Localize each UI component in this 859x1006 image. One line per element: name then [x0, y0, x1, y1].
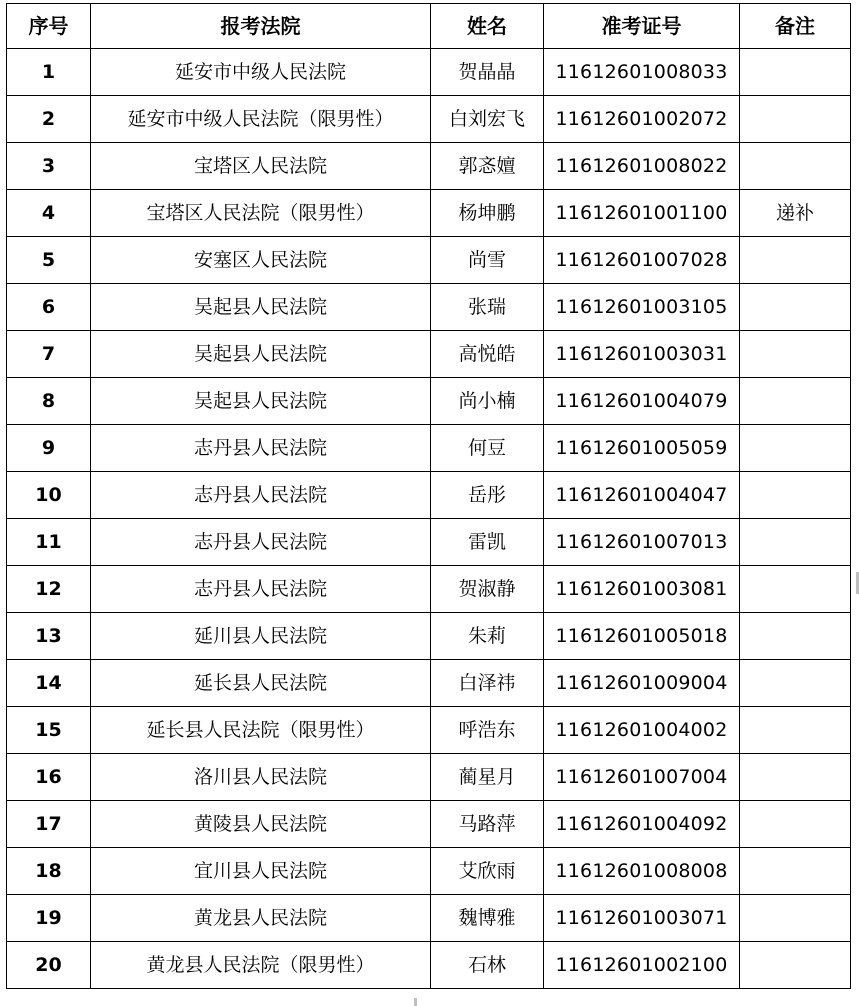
- cell-note: 递补: [740, 190, 851, 237]
- cell-index: 14: [7, 660, 91, 707]
- cell-admission: 11612601003105: [544, 284, 740, 331]
- cell-note: [740, 801, 851, 848]
- cell-name: 尚雪: [431, 237, 544, 284]
- column-header-admission: 准考证号: [544, 4, 740, 49]
- cell-admission: 11612601007004: [544, 754, 740, 801]
- cell-court: 延川县人民法院: [91, 613, 431, 660]
- cell-name: 朱莉: [431, 613, 544, 660]
- table-header: [7, 4, 851, 49]
- cell-index: 8: [7, 378, 91, 425]
- cell-index: 13: [7, 613, 91, 660]
- table-row: [7, 378, 851, 425]
- cell-court: 延安市中级人民法院（限男性）: [91, 96, 431, 143]
- cell-court: 吴起县人民法院: [91, 331, 431, 378]
- cell-name: 艾欣雨: [431, 848, 544, 895]
- table-row: [7, 613, 851, 660]
- column-header-name: 姓名: [431, 4, 544, 49]
- cell-admission: 11612601005018: [544, 613, 740, 660]
- cell-index: 2: [7, 96, 91, 143]
- cell-court: 吴起县人民法院: [91, 284, 431, 331]
- cell-name: 魏博雅: [431, 895, 544, 942]
- cell-name: 石林: [431, 942, 544, 989]
- cell-note: [740, 237, 851, 284]
- table-row: [7, 96, 851, 143]
- cell-name: 岳彤: [431, 472, 544, 519]
- table-row: [7, 143, 851, 190]
- table-row: [7, 49, 851, 96]
- cell-name: 郭忞嬗: [431, 143, 544, 190]
- candidate-roster-table: [6, 3, 851, 989]
- table-header-row: [7, 4, 851, 49]
- table-row: [7, 237, 851, 284]
- cell-index: 3: [7, 143, 91, 190]
- cell-name: 马路萍: [431, 801, 544, 848]
- cell-note: [740, 284, 851, 331]
- cell-admission: 11612601004047: [544, 472, 740, 519]
- cell-name: 蔺星月: [431, 754, 544, 801]
- cell-index: 6: [7, 284, 91, 331]
- cell-name: 雷凯: [431, 519, 544, 566]
- cell-court: 安塞区人民法院: [91, 237, 431, 284]
- cell-note: [740, 49, 851, 96]
- cell-court: 黄龙县人民法院（限男性）: [91, 942, 431, 989]
- cell-index: 4: [7, 190, 91, 237]
- cell-admission: 11612601003081: [544, 566, 740, 613]
- table-row: [7, 284, 851, 331]
- cell-note: [740, 942, 851, 989]
- column-header-note: 备注: [740, 4, 851, 49]
- cell-name: 贺淑静: [431, 566, 544, 613]
- cell-admission: 11612601004079: [544, 378, 740, 425]
- table-row: [7, 848, 851, 895]
- cell-court: 洛川县人民法院: [91, 754, 431, 801]
- table-row: [7, 754, 851, 801]
- table-row: [7, 331, 851, 378]
- cell-index: 17: [7, 801, 91, 848]
- cell-index: 1: [7, 49, 91, 96]
- cell-name: 白泽祎: [431, 660, 544, 707]
- table-body: [7, 49, 851, 989]
- cell-note: [740, 519, 851, 566]
- table-row: [7, 519, 851, 566]
- cell-index: 15: [7, 707, 91, 754]
- cell-name: 白刘宏飞: [431, 96, 544, 143]
- cell-index: 10: [7, 472, 91, 519]
- cell-index: 18: [7, 848, 91, 895]
- cell-admission: 11612601002100: [544, 942, 740, 989]
- scan-edge-artifact-bottom: [414, 998, 417, 1006]
- cell-court: 黄龙县人民法院: [91, 895, 431, 942]
- cell-note: [740, 660, 851, 707]
- cell-name: 杨坤鹏: [431, 190, 544, 237]
- cell-court: 延长县人民法院（限男性）: [91, 707, 431, 754]
- cell-admission: 11612601008008: [544, 848, 740, 895]
- table-row: [7, 566, 851, 613]
- cell-court: 延安市中级人民法院: [91, 49, 431, 96]
- cell-name: 贺晶晶: [431, 49, 544, 96]
- cell-name: 张瑞: [431, 284, 544, 331]
- cell-court: 志丹县人民法院: [91, 425, 431, 472]
- cell-admission: 11612601004002: [544, 707, 740, 754]
- cell-admission: 11612601008022: [544, 143, 740, 190]
- cell-index: 11: [7, 519, 91, 566]
- cell-name: 高悦皓: [431, 331, 544, 378]
- cell-admission: 11612601005059: [544, 425, 740, 472]
- cell-index: 20: [7, 942, 91, 989]
- cell-note: [740, 425, 851, 472]
- table-row: [7, 472, 851, 519]
- cell-court: 志丹县人民法院: [91, 472, 431, 519]
- cell-note: [740, 96, 851, 143]
- cell-admission: 11612601008033: [544, 49, 740, 96]
- cell-name: 何豆: [431, 425, 544, 472]
- column-header-index: 序号: [7, 4, 91, 49]
- table-row: [7, 942, 851, 989]
- cell-name: 呼浩东: [431, 707, 544, 754]
- cell-note: [740, 707, 851, 754]
- cell-note: [740, 848, 851, 895]
- cell-note: [740, 895, 851, 942]
- cell-index: 19: [7, 895, 91, 942]
- cell-note: [740, 143, 851, 190]
- cell-note: [740, 613, 851, 660]
- cell-note: [740, 378, 851, 425]
- cell-court: 宜川县人民法院: [91, 848, 431, 895]
- cell-admission: 11612601004092: [544, 801, 740, 848]
- table-row: [7, 425, 851, 472]
- table-row: [7, 895, 851, 942]
- table-row: [7, 801, 851, 848]
- cell-admission: 11612601009004: [544, 660, 740, 707]
- cell-index: 7: [7, 331, 91, 378]
- cell-court: 志丹县人民法院: [91, 566, 431, 613]
- cell-note: [740, 331, 851, 378]
- cell-index: 12: [7, 566, 91, 613]
- cell-note: [740, 754, 851, 801]
- cell-admission: 11612601002072: [544, 96, 740, 143]
- cell-court: 宝塔区人民法院: [91, 143, 431, 190]
- cell-admission: 11612601007013: [544, 519, 740, 566]
- table-row: [7, 707, 851, 754]
- cell-index: 9: [7, 425, 91, 472]
- cell-admission: 11612601007028: [544, 237, 740, 284]
- cell-court: 吴起县人民法院: [91, 378, 431, 425]
- cell-court: 黄陵县人民法院: [91, 801, 431, 848]
- cell-index: 5: [7, 237, 91, 284]
- cell-name: 尚小楠: [431, 378, 544, 425]
- cell-admission: 11612601003031: [544, 331, 740, 378]
- cell-court: 宝塔区人民法院（限男性）: [91, 190, 431, 237]
- cell-note: [740, 566, 851, 613]
- table-row: [7, 190, 851, 237]
- cell-admission: 11612601001100: [544, 190, 740, 237]
- cell-court: 志丹县人民法院: [91, 519, 431, 566]
- column-header-court: 报考法院: [91, 4, 431, 49]
- cell-index: 16: [7, 754, 91, 801]
- cell-court: 延长县人民法院: [91, 660, 431, 707]
- cell-admission: 11612601003071: [544, 895, 740, 942]
- cell-note: [740, 472, 851, 519]
- table-row: [7, 660, 851, 707]
